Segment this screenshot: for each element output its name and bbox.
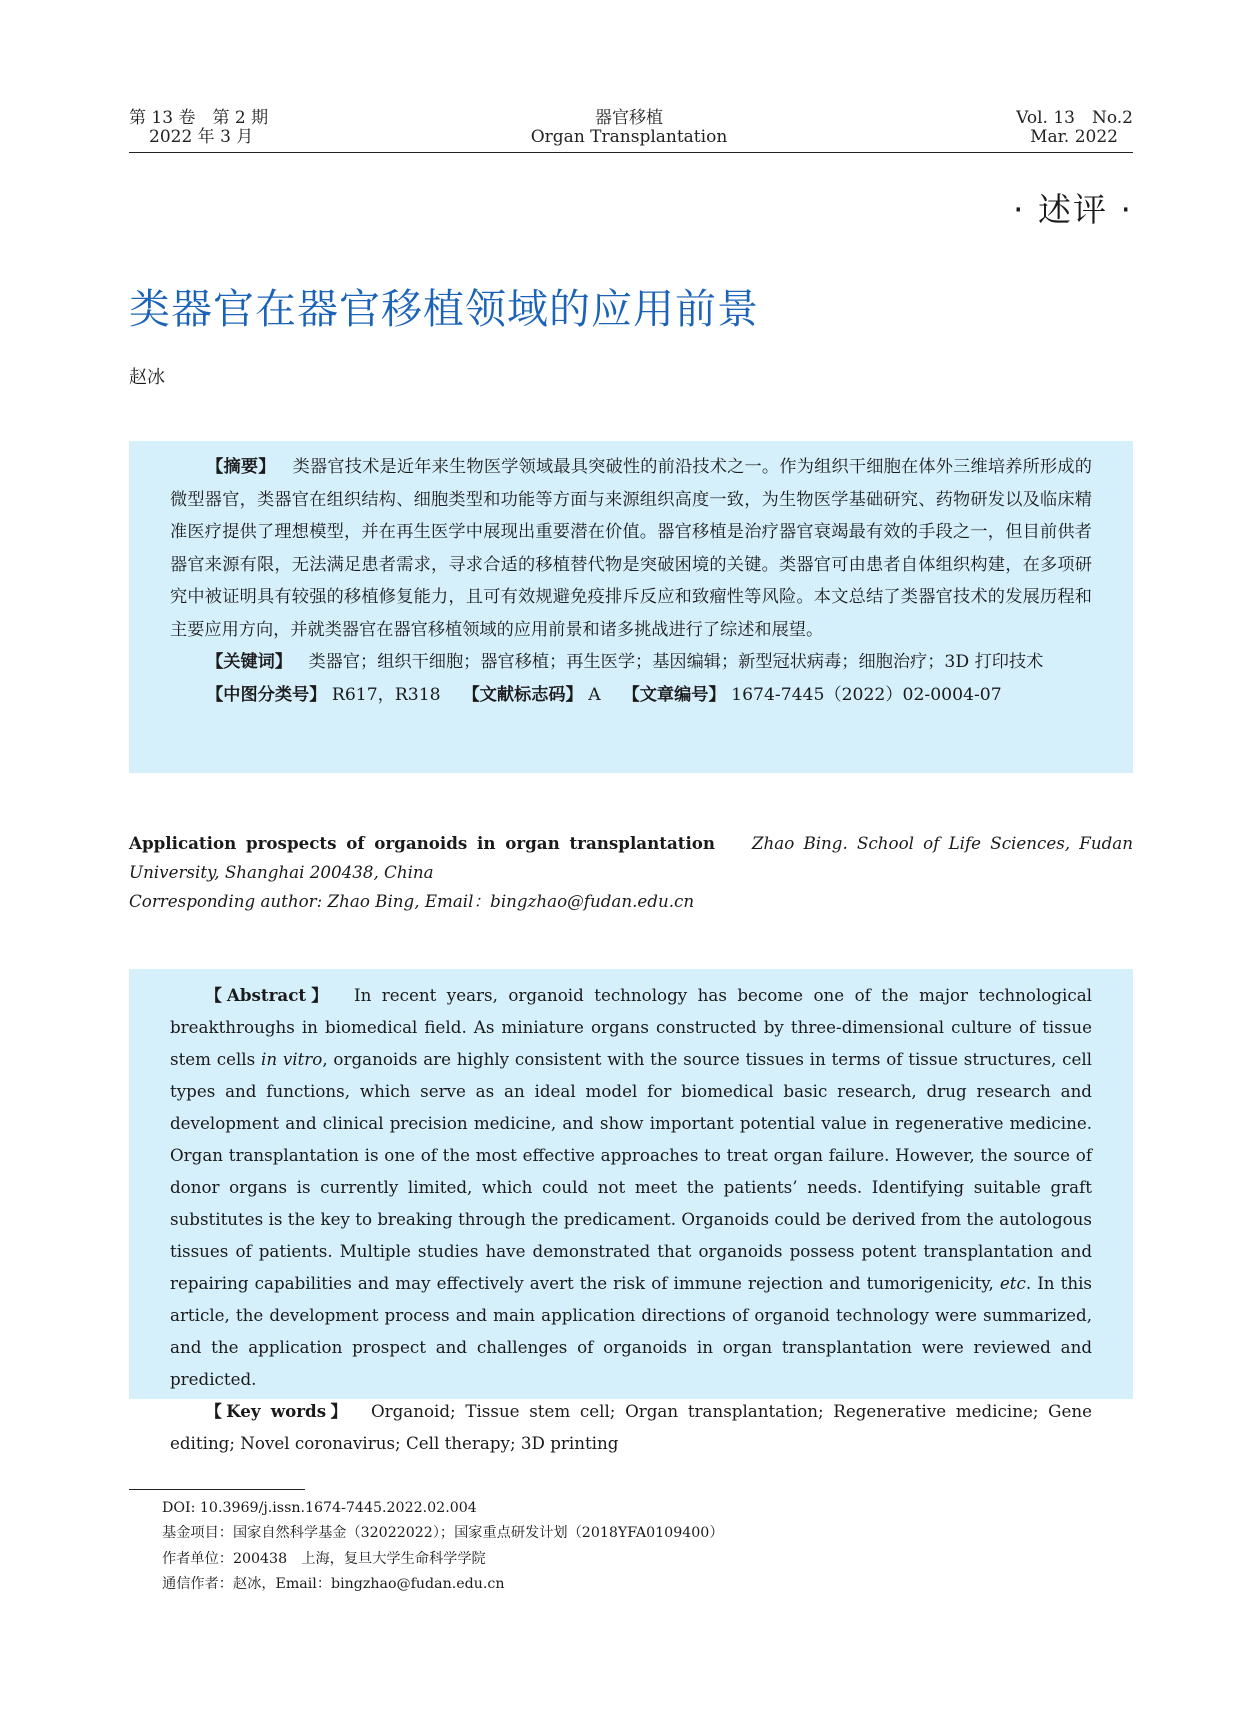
running-header-left — [129, 109, 268, 147]
english-abstract — [170, 979, 1092, 1395]
article-title: 类器官在器官移植领域的应用前景 — [129, 285, 759, 333]
doc-code-label: 【文献标志码】 — [462, 684, 583, 705]
volume-issue: 第 13 卷 第 2 期 — [129, 108, 269, 128]
en-abstract-text-1: In recent years, organoid technology has become one of the major technological breakthroughs in biomedical field. As miniature organs constructed by three-dimensional culture of tissue stem cells — [170, 985, 1092, 1069]
en-abstract-italic-2: etc — [999, 1273, 1026, 1293]
clc-label: 【中图分类号】 — [206, 684, 327, 705]
abstract-label: 【摘要】 — [206, 457, 276, 477]
en-abstract-italic-1: in vitro — [260, 1049, 323, 1069]
en-keywords-label: 【Key words】 — [205, 1401, 352, 1421]
english-title-block — [129, 829, 1133, 916]
chinese-keywords — [170, 646, 1092, 679]
journal-name-en: Organ Transplantation — [530, 127, 728, 147]
footnote-rule — [129, 1489, 305, 1490]
en-keywords-text: Organoid; Tissue stem cell; Organ transplantation; Regenerative medicine; Gene editing; Novel coronavirus; Cell therapy; 3D printing — [170, 1401, 1093, 1453]
corresponding-author: Corresponding author: Zhao Bing, Email：bingzhao@fudan.edu.cn — [129, 891, 695, 911]
footnote-fund: 基金项目：国家自然科学基金（32022022）；国家重点研发计划（2018YFA0109400） — [162, 1525, 724, 1541]
header-rule — [129, 152, 1133, 153]
english-abstract-box — [129, 969, 1133, 1453]
english-title: Application prospects of organoids in organ transplantation — [129, 833, 716, 853]
clc-value: R617，R318 — [331, 684, 441, 705]
english-affiliation: Zhao Bing. School of Life Sciences, Fudan University, Shanghai 200438, China — [129, 833, 1134, 882]
volume-issue-en: Vol. 13 No.2 — [1016, 108, 1133, 128]
journal-name-cn: 器官移植 — [595, 108, 663, 128]
chinese-abstract-box — [129, 441, 1133, 773]
running-header-right — [1016, 109, 1133, 147]
article-no-value: 1674-7445（2022）02-0004-07 — [731, 684, 1002, 705]
publication-date-en: Mar. 2022 — [1030, 127, 1118, 147]
english-keywords — [170, 1395, 1092, 1459]
section-tag: · 述评 · — [1013, 190, 1133, 229]
keywords-text: 类器官；组织干细胞；器官移植；再生医学；基因编辑；新型冠状病毒；细胞治疗；3D 打印技术 — [308, 652, 1044, 672]
footnote-doi: DOI: 10.3969/j.issn.1674-7445.2022.02.004 — [162, 1500, 477, 1516]
en-abstract-text-2: , organoids are highly consistent with the source tissues in terms of tissue structures, cell types and functions, which serve as an ideal model for biomedical basic research, drug research and development and clinical precision medicine, and show important potential value in regenerative medicine. Organ transplantation is one of the most effective approaches to treat organ failure. However, the source of donor organs is currently limited, which could not meet the patients’ needs. Identifying suitable graft substitutes is the key to breaking through the predicament. Organoids could be derived from the autologous tissues of patients. Multiple studies have demonstrated that organoids possess potent transplantation and repairing capabilities and may effectively avert the risk of immune rejection and tumorigenicity, — [170, 1049, 1092, 1293]
en-abstract-text-3: . In this article, the development process and main application directions of organoid technology were summarized, and the application prospect and challenges of organoids in organ transplantation were reviewed and predicted. — [170, 1273, 1092, 1389]
footnote-contact: 通信作者：赵冰，Email：bingzhao@fudan.edu.cn — [162, 1576, 505, 1592]
keywords-label: 【关键词】 — [206, 652, 293, 672]
abstract-text: 类器官技术是近年来生物医学领域最具突破性的前沿技术之一。作为组织干细胞在体外三维培养所形成的微型器官，类器官在组织结构、细胞类型和功能等方面与来源组织高度一致，为生物医学基础研究、药物研发以及临床精准医疗提供了理想模型，并在再生医学中展现出重要潜在价值。器官移植是治疗器官衰竭最有效的手段之一，但目前供者器官来源有限，无法满足患者需求，寻求合适的移植替代物是突破困境的关键。类器官可由患者自体组织构建，在多项研究中被证明具有较强的移植修复能力，且可有效规避免疫排斥反应和致瘤性等风险。本文总结了类器官技术的发展历程和主要应用方向，并就类器官在器官移植领域的应用前景和诸多挑战进行了综述和展望。 — [170, 457, 1092, 640]
chinese-abstract — [170, 451, 1092, 646]
author: 赵冰 — [129, 367, 165, 388]
publication-date: 2022 年 3 月 — [149, 127, 254, 147]
article-no-label: 【文章编号】 — [622, 684, 726, 705]
classification-line — [170, 679, 1092, 712]
footnote-unit: 作者单位：200438 上海，复旦大学生命科学学院 — [162, 1551, 486, 1567]
running-header-center — [429, 109, 829, 147]
doc-code-value: A — [588, 684, 601, 705]
en-abstract-label: 【Abstract】 — [205, 985, 334, 1005]
